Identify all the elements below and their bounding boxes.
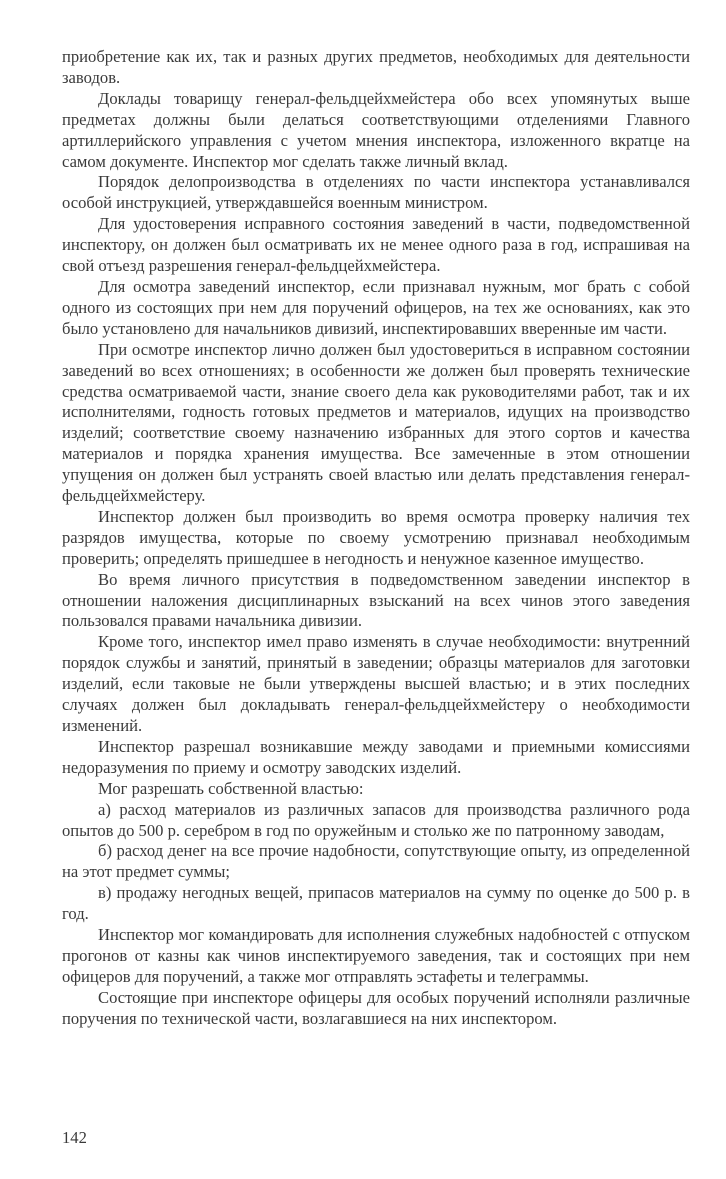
page-number: 142 [62,1128,87,1147]
list-item-b: б) расход денег на все прочие надобности, сопутствующие опыту, из определенной на этот предмет суммы; [62,841,690,882]
paragraph-own-authority: Мог разрешать собственной властью: [98,778,364,798]
paragraph-annual-inspection: Для удостоверения исправного состояния заведений в части, подведомственной инспектору, он должен был осматривать их не менее одного раза в год, испрашивая на свой отъезд разрешения генерал-фельдцейхмейстера. [62,214,690,276]
paragraph-reports: Доклады товарищу генерал-фельдцейхмейстера обо всех упомянутых выше предметах должны были делаться соответствующими отделениями Главного артиллерийского управления с учетом мнения инспектора, изложенного вкратце на самом документе. Инспектор мог сделать также личный вклад. [62,88,690,171]
page-body [62,47,690,1030]
paragraph-disciplinary-rights: Во время личного присутствия в подведомственном заведении инспектор в отношении наложения дисциплинарных взысканий на всех чинов этого заведения пользовался правами начальника дивизии. [62,569,690,631]
paragraph-travel: Инспектор мог командировать для исполнения служебных надобностей с отпуском прогонов от казны как чинов инспектируемого заведения, так и состоящих при нем офицеров для поручений, а также мог отправлять эстафеты и телеграммы. [62,925,690,986]
paragraph-right-to-change: Кроме того, инспектор имел право изменять в случае необходимости: внутренний порядок службы и занятий, принятый в заведении; образцы материалов для заготовки изделий, если таковые не были утверждены высшей властью; и в этих последних случаях должен был докладывать генерал-фельдцейхмейстеру о необходимости изменений. [62,632,690,735]
paragraph-procedure: Порядок делопроизводства в отделениях по части инспектора устанавливался особой инструкцией, утверждавшейся военным министром. [62,172,690,213]
list-item-a: а) расход материалов из различных запасов для производства различного рода опытов до 500 р. серебром в год по оружейным и столько же по патронному заводам, [62,799,690,840]
paragraph-accompanying-officer: Для осмотра заведений инспектор, если признавал нужным, мог брать с собой одного из состоящих при нем для поручений офицеров, на тех же основаниях, как это было установлено для начальников дивизий, инспектировавших вверенные им части. [62,276,690,338]
paragraph-disputes: Инспектор разрешал возникавшие между заводами и приемными комиссиями недоразумения по приему и осмотру заводских изделий. [62,736,690,777]
paragraph-inspection-duties: При осмотре инспектор лично должен был удостовериться в исправном состоянии заведений во всех отношениях; в особенности же должен был проверять технические средства осматриваемой части, знание своего дела как руководителями работ, так и их исполнителями, годность готовых предметов и материалов, идущих на производство изделий; соответствие своему назначению избранных для этого сортов и качества материалов и порядка хранения имущества. Все замеченные в этом отношении упущения он должен был устранять своей властью или делать представления генерал-фельдцейхмейстеру. [62,339,690,506]
list-item-v: в) продажу негодных вещей, припасов материалов на сумму по оценке до 500 р. в год. [62,883,690,924]
paragraph-property-check: Инспектор должен был производить во время осмотра проверку наличия тех разрядов имущества, которые по своему усмотрению признавал необходимым проверить; определять пришедшее в негодность и ненужное казенное имущество. [62,506,690,568]
paragraph-special-officers: Состоящие при инспекторе офицеры для особых поручений исполняли различные поручения по технической части, возлагавшиеся на них инспектором. [62,987,690,1028]
paragraph-continuation: приобретение как их, так и разных других предметов, необходимых для деятельности заводов. [62,47,690,87]
